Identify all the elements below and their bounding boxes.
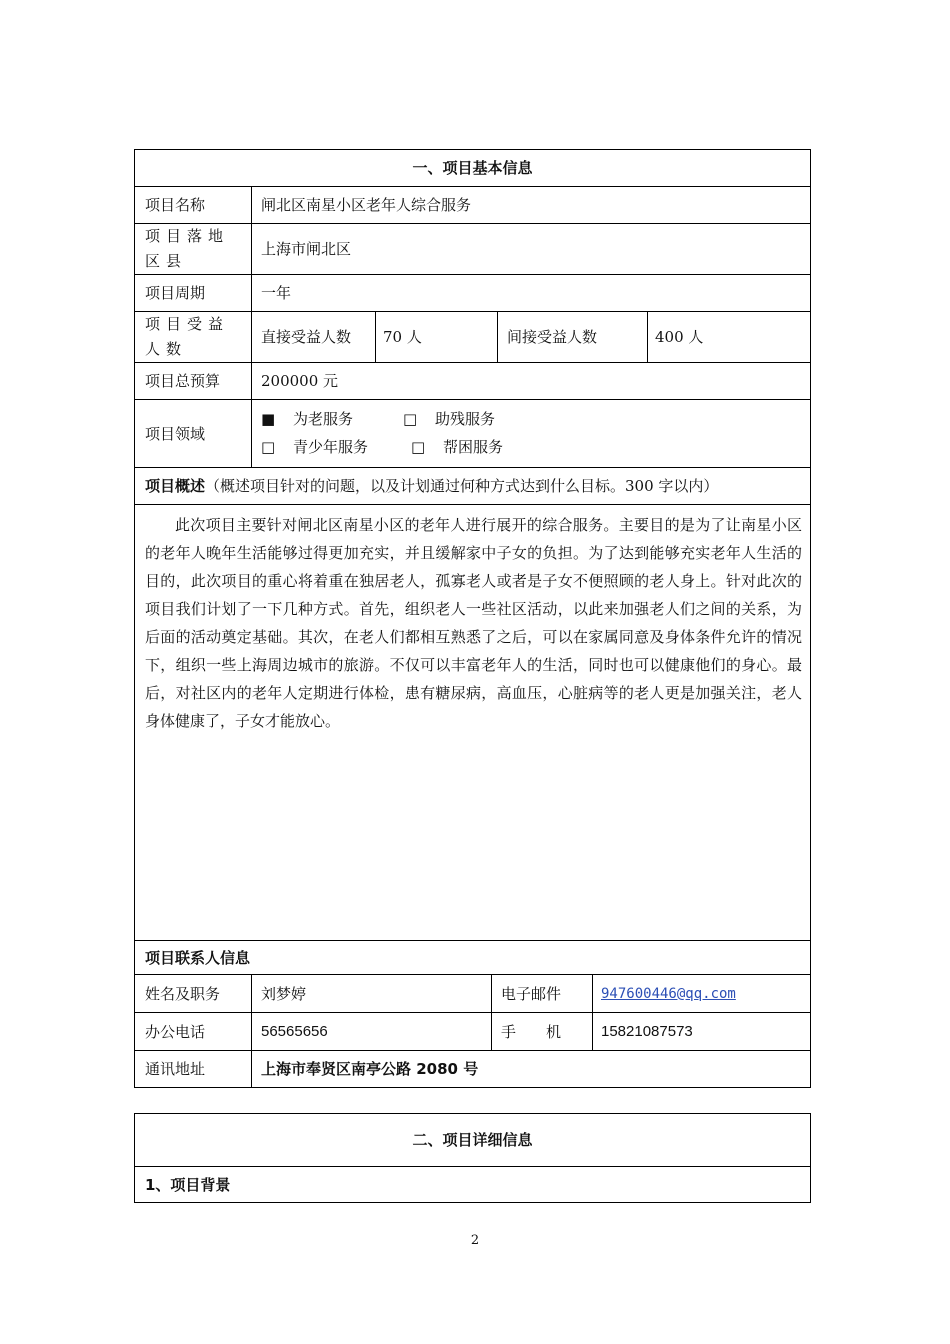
overview-text: 此次项目主要针对闸北区南星小区的老年人进行展开的综合服务。主要目的是为了让南星小区的老年人晚年生活能够过得更加充实，并且缓解家中子女的负担。为了达到能够充实老年人生活的目的，此次项目的重心将着重在独居老人，孤寡老人或者是子女不便照顾的老人身上。针对此次的项目我们计划了一下几种方式。首先，组织老人一些社区活动，以此来加强老人们之间的关系，为后面的活动奠定基础。其次，在老人们都相互熟悉了之后，可以在家属同意及身体条件允许的情况下，组织一些上海周边城市的旅游。不仅可以丰富老年人的生活，同时也可以健康他们的身心。最后，对社区内的老年人定期进行体检，患有糖尿病，高血压，心脏病等的老人更是加强关注，老人身体健康了，子女才能放心。 xyxy=(145,516,802,730)
page-number: 2 xyxy=(470,1233,480,1248)
row-period xyxy=(135,274,810,311)
budget-label: 项目总预算 xyxy=(145,372,221,390)
contact-title: 项目联系人信息 xyxy=(145,948,251,967)
email-link[interactable]: 947600446@qq.com xyxy=(601,985,736,1002)
row-overview-body xyxy=(135,504,810,940)
period-label: 项目周期 xyxy=(145,284,206,302)
beneficiary-label: 项目受益人数 xyxy=(145,315,230,358)
mobile-label: 手 机 xyxy=(501,1022,562,1041)
budget-value: 200000 元 xyxy=(261,372,339,390)
option-elderly-label: 为老服务 xyxy=(293,410,354,428)
location-label: 项目落地区县 xyxy=(145,227,230,270)
checkbox-disability[interactable]: □ xyxy=(403,410,418,428)
overview-title: 项目概述 xyxy=(145,477,206,495)
contact-name-label: 姓名及职务 xyxy=(145,984,221,1003)
background-label: 1、项目背景 xyxy=(145,1175,231,1194)
field-options xyxy=(261,405,503,461)
email-cell xyxy=(592,975,810,1012)
row-overview-header xyxy=(135,467,810,504)
basic-info-table xyxy=(134,149,811,1088)
direct-beneficiary-value: 70 人 xyxy=(383,328,422,346)
overview-header xyxy=(135,468,810,504)
section-title-row xyxy=(135,150,810,186)
checkbox-elderly[interactable]: ■ xyxy=(261,410,276,428)
phone-label: 办公电话 xyxy=(145,1022,206,1041)
row-contact-header xyxy=(135,940,810,974)
checkbox-youth[interactable]: □ xyxy=(261,438,276,456)
period-value: 一年 xyxy=(261,284,292,302)
contact-name-value: 刘梦婷 xyxy=(261,984,307,1003)
row-contact-name xyxy=(135,974,810,1012)
row-beneficiaries xyxy=(135,311,810,362)
project-name-value: 闸北区南星小区老年人综合服务 xyxy=(261,196,472,214)
field-label: 项目领域 xyxy=(145,424,206,443)
row-field xyxy=(135,399,810,467)
detail-info-table xyxy=(134,1113,811,1203)
section2-title: 二、项目详细信息 xyxy=(412,1131,533,1149)
mobile-value: 15821087573 xyxy=(601,1022,693,1040)
overview-note: （概述项目针对的问题，以及计划通过何种方式达到什么目标。300 字以内） xyxy=(205,477,719,495)
row-phone xyxy=(135,1012,810,1050)
phone-value: 56565656 xyxy=(261,1022,328,1040)
row-location xyxy=(135,223,810,274)
row-background xyxy=(135,1166,810,1202)
indirect-beneficiary-value: 400 人 xyxy=(655,328,704,346)
option-youth-label: 青少年服务 xyxy=(293,438,369,456)
indirect-beneficiary-label: 间接受益人数 xyxy=(507,328,598,346)
project-name-label: 项目名称 xyxy=(145,196,206,214)
row-address xyxy=(135,1050,810,1087)
address-value: 上海市奉贤区南亭公路 2080 号 xyxy=(261,1060,479,1078)
direct-beneficiary-label: 直接受益人数 xyxy=(261,328,352,346)
address-label: 通讯地址 xyxy=(145,1060,206,1078)
row-project-name xyxy=(135,186,810,223)
option-disability-label: 助残服务 xyxy=(435,410,496,428)
row-budget xyxy=(135,362,810,399)
email-label: 电子邮件 xyxy=(501,984,562,1003)
section2-title-row xyxy=(135,1114,810,1166)
checkbox-poverty[interactable]: □ xyxy=(411,438,426,456)
section-title: 一、项目基本信息 xyxy=(412,159,533,177)
location-value: 上海市闸北区 xyxy=(261,240,352,258)
option-poverty-label: 帮困服务 xyxy=(443,438,504,456)
